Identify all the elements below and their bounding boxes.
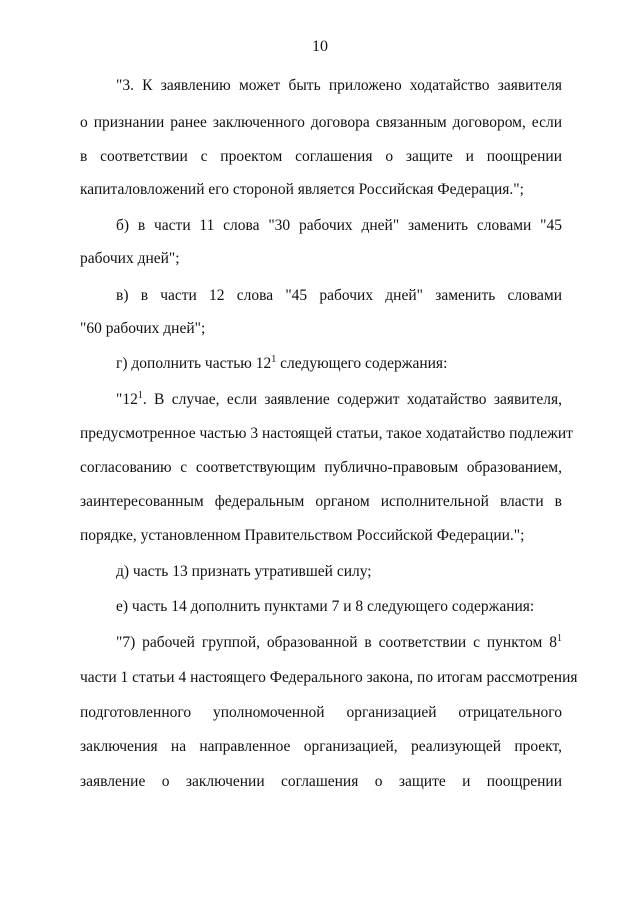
paragraph-line-3: в соответствии с проектом соглашения о защите и поощрении — [80, 148, 562, 165]
paragraph-line-2: о признании ранее заключенного договора связанным договором, если — [80, 114, 562, 131]
superscript: 1 — [271, 353, 277, 365]
paragraph-line-16: е) часть 14 дополнить пунктами 7 и 8 следующего содержания: — [116, 598, 535, 615]
page-number: 10 — [312, 38, 328, 55]
paragraph-line-17 — [116, 633, 562, 653]
paragraph-line-5: б) в части 11 слова "30 рабочих дней" заменить словами "45 — [116, 217, 562, 234]
paragraph-line-9 — [116, 354, 447, 374]
superscript: 1 — [557, 632, 562, 644]
paragraph-line-7: в) в части 12 слова "45 рабочих дней" заменить словами — [116, 287, 562, 304]
paragraph-line-6: рабочих дней"; — [80, 250, 180, 267]
paragraph-line-18: части 1 статьи 4 настоящего Федерального закона, по итогам рассмотрения — [80, 669, 578, 686]
paragraph-line-14: порядке, установленном Правительством Российской Федерации."; — [80, 527, 525, 544]
line-text: "12 — [116, 391, 138, 408]
paragraph-line-10 — [116, 390, 562, 410]
paragraph-line-8: "60 рабочих дней"; — [80, 320, 206, 337]
line-text: следующего содержания: — [276, 355, 448, 372]
line-text: г) дополнить частью 12 — [116, 355, 272, 372]
paragraph-line-13: заинтересованным федеральным органом исполнительной власти в — [80, 493, 562, 510]
paragraph-line-20: заключения на направленное организацией, реализующей проект, — [80, 738, 562, 755]
paragraph-line-21: заявление о заключении соглашения о защите и поощрении — [80, 773, 562, 790]
superscript: 1 — [137, 389, 143, 401]
paragraph-line-19: подготовленного уполномоченной организацией отрицательного — [80, 704, 562, 721]
line-text: . В случае, если заявление содержит ходатайство заявителя, — [142, 391, 562, 408]
paragraph-line-1: "3. К заявлению может быть приложено ходатайство заявителя — [116, 77, 562, 94]
line-text: "7) рабочей группой, образованной в соответствии с пунктом 8 — [116, 634, 557, 651]
paragraph-line-4: капиталовложений его стороной является Российская Федерация."; — [80, 181, 524, 198]
paragraph-line-11: предусмотренное частью 3 настоящей статьи, такое ходатайство подлежит — [80, 425, 573, 442]
paragraph-line-15: д) часть 13 признать утратившей силу; — [116, 563, 372, 580]
paragraph-line-12: согласованию с соответствующим публично-правовым образованием, — [80, 459, 562, 476]
